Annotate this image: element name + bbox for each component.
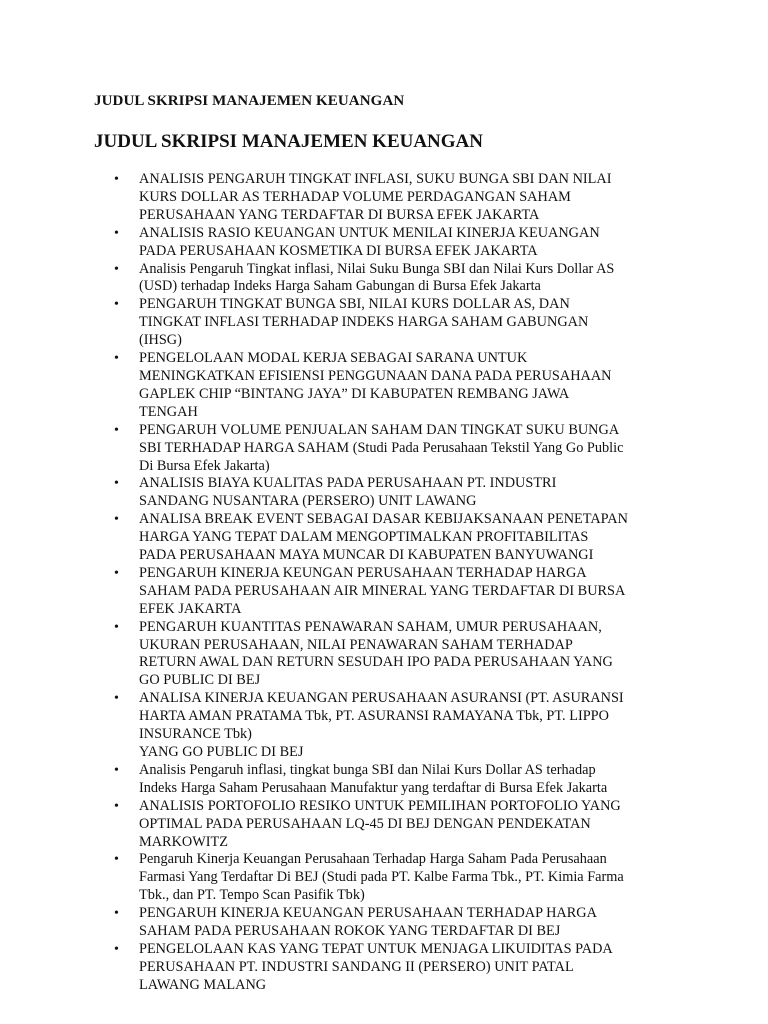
list-item-text: Analisis Pengaruh Tingkat inflasi, Nilai Suku Bunga SBI dan Nilai Kurs Dollar AS (USD) terhadap Indeks Harga Saham Gabungan di Bursa Efek Jakarta: [139, 260, 615, 295]
list-item-text: PENGELOLAAN MODAL KERJA SEBAGAI SARANA UNTUK MENINGKATKAN EFISIENSI PENGGUNAAN DANA PADA PERUSAHAAN GAPLEK CHIP “BINTANG JAYA” DI KABUPATEN REMBANG JAWA TENGAH: [139, 350, 612, 420]
list-item: [94, 690, 694, 762]
list-item-text: Analisis Pengaruh inflasi, tingkat bunga SBI dan Nilai Kurs Dollar AS terhadap Indeks Harga Saham Perusahaan Manufaktur yang terdaftar di Bursa Efek Jakarta: [139, 761, 608, 796]
list-item-text: PENGARUH KUANTITAS PENAWARAN SAHAM, UMUR PERUSAHAAN, UKURAN PERUSAHAAN, NILAI PENAWARAN SAHAM TERHADAP RETURN AWAL DAN RETURN SESUDAH IPO PADA PERUSAHAAN YANG GO PUBLIC DI BEJ: [139, 618, 613, 689]
list-item-text: ANALISA BREAK EVENT SEBAGAI DASAR KEBIJAKSANAAN PENETAPAN HARGA YANG TEPAT DALAM MENGOPTIMALKAN PROFITABILITAS PADA PERUSAHAAN MAYA MUNCAR DI KABUPATEN BANYUWANGI: [139, 511, 628, 564]
list-item-text: PENGARUH KINERJA KEUANGAN PERUSAHAAN TERHADAP HARGA SAHAM PADA PERUSAHAAN ROKOK YANG TERDAFTAR DI BEJ: [139, 905, 597, 940]
list-item-text: ANALISIS PORTOFOLIO RESIKO UNTUK PEMILIHAN PORTOFOLIO YANG OPTIMAL PADA PERUSAHAAN LQ-45 DI BEJ DENGAN PENDEKATAN MARKOWITZ: [139, 797, 621, 850]
document-header-title: JUDUL SKRIPSI MANAJEMEN KEUANGAN: [94, 93, 405, 109]
list-item: [94, 350, 694, 422]
list-item: [94, 296, 694, 350]
list-item: [94, 422, 694, 476]
list-item: [94, 171, 694, 225]
list-item-text: PENGARUH VOLUME PENJUALAN SAHAM DAN TINGKAT SUKU BUNGA SBI TERHADAP HARGA SAHAM (Studi Pada Perusahaan Tekstil Yang Go Public Di Bursa Efek Jakarta): [139, 421, 624, 474]
list-item: [94, 225, 694, 261]
list-item-text: ANALISIS PENGARUH TINGKAT INFLASI, SUKU BUNGA SBI DAN NILAI KURS DOLLAR AS TERHADAP VOLUME PERDAGANGAN SAHAM PERUSAHAAN YANG TERDAFTAR DI BURSA EFEK JAKARTA: [139, 171, 612, 223]
list-item: [94, 851, 694, 905]
list-item-text: ANALISIS RASIO KEUANGAN UNTUK MENILAI KINERJA KEUANGAN PADA PERUSAHAAN KOSMETIKA DI BURSA EFEK JAKARTA: [139, 224, 600, 259]
list-item: [94, 475, 694, 511]
list-item-text: PENGARUH TINGKAT BUNGA SBI, NILAI KURS DOLLAR AS, DAN TINGKAT INFLASI TERHADAP INDEKS HARGA SAHAM GABUNGAN (IHSG): [139, 296, 589, 349]
list-item: [94, 619, 694, 691]
list-item-text: ANALISA KINERJA KEUANGAN PERUSAHAAN ASURANSI (PT. ASURANSI HARTA AMAN PRATAMA Tbk, PT. ASURANSI RAMAYANA Tbk, PT. LIPPO INSURANCE Tbk) YANG GO PUBLIC DI BEJ: [139, 690, 624, 760]
list-item-text: Pengaruh Kinerja Keuangan Perusahaan Terhadap Harga Saham Pada Perusahaan Farmasi Yang Terdaftar Di BEJ (Studi pada PT. Kalbe Farma Tbk., PT. Kimia Farma Tbk., dan PT. Tempo Scan Pasifik Tbk): [139, 851, 624, 904]
thesis-title-list: [94, 171, 694, 995]
list-item: [94, 762, 694, 798]
list-item: [94, 261, 694, 297]
list-item: [94, 565, 694, 619]
list-item: [94, 941, 694, 995]
list-item: [94, 798, 694, 852]
list-item: [94, 511, 694, 565]
document-heading: JUDUL SKRIPSI MANAJEMEN KEUANGAN: [94, 131, 483, 152]
list-item-text: ANALISIS BIAYA KUALITAS PADA PERUSAHAAN PT. INDUSTRI SANDANG NUSANTARA (PERSERO) UNIT LAWANG: [139, 475, 557, 510]
list-item: [94, 905, 694, 941]
list-item-text: PENGARUH KINERJA KEUNGAN PERUSAHAAN TERHADAP HARGA SAHAM PADA PERUSAHAAN AIR MINERAL YANG TERDAFTAR DI BURSA EFEK JAKARTA: [139, 564, 626, 617]
list-item-text: PENGELOLAAN KAS YANG TEPAT UNTUK MENJAGA LIKUIDITAS PADA PERUSAHAAN PT. INDUSTRI SANDANG II (PERSERO) UNIT PATAL LAWANG MALANG: [139, 940, 613, 993]
